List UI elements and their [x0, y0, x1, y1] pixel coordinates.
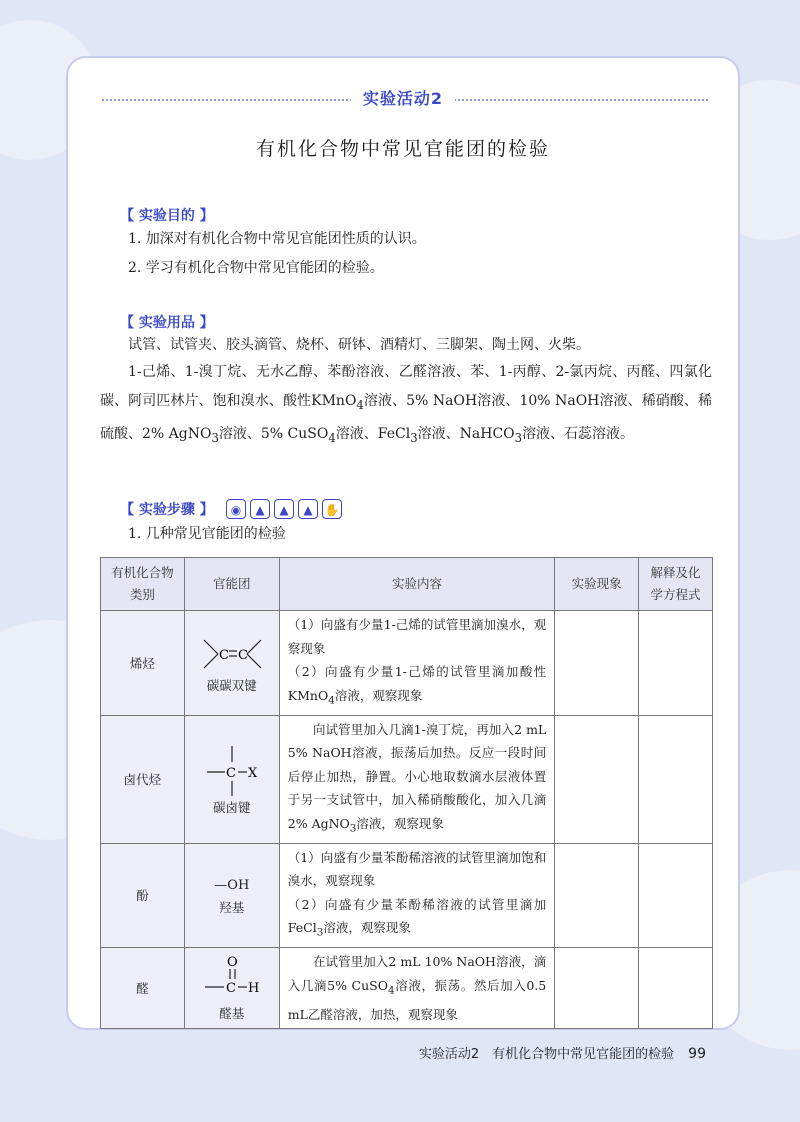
functional-group-name: 碳碳双键 — [206, 677, 257, 693]
carbon-halogen-bond-structure — [197, 742, 267, 798]
row-content: 向试管里加入几滴1-溴丁烷，再加入2 mL 5% NaOH溶液，振荡后加热。反应一段时间后停止加热，静置。小心地取数滴水层液体置于另一支试管中，加入稀硝酸酸化，加入几滴2% AgNO$_3$溶液，观察现象 — [279, 715, 555, 843]
table-header-row — [101, 558, 713, 611]
corrosive-warning-icon: ▲ — [298, 499, 318, 519]
row-explanation — [639, 843, 713, 948]
functional-group-name: 羟基 — [219, 900, 245, 916]
svg-text:O: O — [226, 955, 238, 970]
row-phenomenon — [555, 611, 639, 716]
table-row — [101, 948, 713, 1029]
header-functional-group: 官能团 — [184, 558, 279, 611]
flame-warning-icon: ▲ — [250, 499, 270, 519]
materials-equipment: 试管、试管夹、胶头滴管、烧杯、研钵、酒精灯、三脚架、陶土网、火柴。 — [128, 337, 590, 353]
materials-reagents: 1-己烯、1-溴丁烷、无水乙醇、苯酚溶液、乙醛溶液、苯、1-丙醇、2-氯丙烷、丙醛、四氯化碳、阿司匹林片、饱和溴水、酸性KMnO$_4$溶液、5% NaOH溶液、10% NaOH溶液、稀硝酸、稀硫酸、2% AgNO$_3$溶液、5% CuSO$_4$溶液、FeCl$_3$溶液、NaHCO$_3$溶液、石蕊溶液。 — [100, 364, 712, 445]
svg-text:C: C — [225, 981, 236, 996]
row-functional-group — [184, 948, 279, 1029]
page-footer — [419, 1043, 706, 1062]
row-functional-group — [184, 843, 279, 948]
hand-wash-icon: ✋ — [322, 499, 342, 519]
row-phenomenon — [555, 948, 639, 1029]
table-row — [101, 843, 713, 948]
safety-icons — [226, 499, 342, 519]
row-category: 卤代烃 — [101, 715, 185, 843]
functional-group-name: 醛基 — [219, 1006, 245, 1021]
experiment-table — [100, 557, 713, 1029]
purpose-item-1: 1. 加深对有机化合物中常见官能团性质的认识。 — [128, 231, 426, 247]
svg-text:C: C — [237, 647, 248, 663]
activity-label: 实验活动2 — [351, 89, 455, 108]
row-explanation — [639, 715, 713, 843]
header-phenomenon: 实验现象 — [555, 558, 639, 611]
footer-text: 实验活动2 有机化合物中常见官能团的检验 — [418, 1047, 675, 1062]
page-number: 99 — [688, 1046, 706, 1062]
functional-group-formula: —OH — [214, 878, 250, 894]
row-content: 在试管里加入2 mL 10% NaOH溶液，滴入几滴5% CuSO$_4$溶液，振荡。然后加入0.5 mL乙醛溶液，加热，观察现象 — [279, 948, 555, 1029]
page-title: 有机化合物中常见官能团的检验 — [255, 138, 550, 160]
row-category: 醛 — [101, 948, 185, 1029]
header-category: 有机化合物 类别 — [101, 558, 185, 611]
table-row — [101, 715, 713, 843]
materials-heading: 【 实验用品 】 — [120, 315, 214, 331]
row-functional-group — [184, 611, 279, 716]
header-explanation: 解释及化 学方程式 — [639, 558, 713, 611]
svg-text:H: H — [247, 981, 260, 996]
alkene-double-bond-structure — [197, 632, 267, 676]
row-category: 烯烃 — [101, 611, 185, 716]
row-category: 酚 — [101, 843, 185, 948]
row-content: （1）向盛有少量1-己烯的试管里滴加溴水，观察现象 （2）向盛有少量1-己烯的试管里滴加酸性KMnO$_4$溶液，观察现象 — [279, 611, 555, 716]
purpose-heading: 【 实验目的 】 — [120, 208, 214, 224]
row-explanation — [639, 611, 713, 716]
toxic-warning-icon: ▲ — [274, 499, 294, 519]
header-content: 实验内容 — [279, 558, 555, 611]
table-row — [101, 611, 713, 716]
goggles-icon: ◉ — [226, 499, 246, 519]
svg-text:C: C — [225, 766, 236, 781]
purpose-item-2: 2. 学习有机化合物中常见官能团的检验。 — [128, 260, 384, 276]
svg-text:X: X — [247, 766, 258, 781]
steps-heading: 【 实验步骤 】 — [120, 502, 214, 518]
svg-text:C: C — [218, 647, 229, 663]
page-card — [66, 56, 740, 1030]
aldehyde-group-structure — [197, 954, 267, 1004]
functional-group-name: 碳卤键 — [213, 800, 251, 815]
row-content: （1）向盛有少量苯酚稀溶液的试管里滴加饱和溴水，观察现象 （2）向盛有少量苯酚稀溶液的试管里滴加FeCl$_3$溶液，观察现象 — [279, 843, 555, 948]
row-functional-group — [184, 715, 279, 843]
steps-sub-1: 1. 几种常见官能团的检验 — [128, 526, 286, 542]
row-phenomenon — [555, 843, 639, 948]
row-explanation — [639, 948, 713, 1029]
row-phenomenon — [555, 715, 639, 843]
